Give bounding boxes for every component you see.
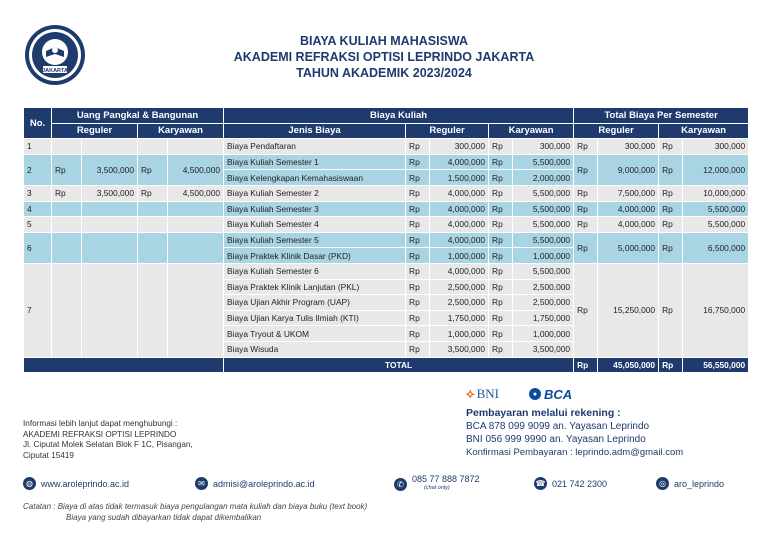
uang-karyawan-value — [168, 201, 224, 217]
fee-reguler-value: 1,000,000 — [430, 248, 489, 264]
header-no: No. — [24, 108, 52, 139]
contact-whatsapp[interactable] — [394, 475, 480, 493]
fee-karyawan-currency: Rp — [489, 185, 513, 201]
fee-reguler-value: 1,000,000 — [430, 326, 489, 342]
total-karyawan-value: 16,750,000 — [683, 263, 749, 357]
email-text: admisi@aroleprindo.ac.id — [213, 478, 315, 489]
table-row — [24, 139, 749, 155]
total-reguler-currency: Rp — [574, 154, 598, 185]
total-karyawan-currency: Rp — [659, 185, 683, 201]
fee-karyawan-currency: Rp — [489, 263, 513, 279]
uang-karyawan-currency — [138, 263, 168, 357]
payment-bca: BCA 878 099 9099 an. Yayasan Leprindo — [466, 421, 650, 432]
fee-reguler-value: 300,000 — [430, 139, 489, 155]
uang-karyawan-currency — [138, 201, 168, 217]
total-karyawan-value: 6,500,000 — [683, 232, 749, 263]
total-reguler-value: 9,000,000 — [598, 154, 659, 185]
fee-reguler-currency: Rp — [406, 279, 430, 295]
row-number: 4 — [24, 201, 52, 217]
fee-reguler-value: 2,500,000 — [430, 279, 489, 295]
fee-reguler-value: 4,000,000 — [430, 263, 489, 279]
fee-type: Biaya Pendaftaran — [224, 139, 406, 155]
fee-reguler-value: 4,000,000 — [430, 201, 489, 217]
total-karyawan-value: 300,000 — [683, 139, 749, 155]
fee-reguler-value: 4,000,000 — [430, 154, 489, 170]
total-karyawan-currency: Rp — [659, 139, 683, 155]
fee-type: Biaya Kuliah Semester 4 — [224, 217, 406, 233]
contact-instagram[interactable] — [656, 477, 724, 490]
uang-reguler-value — [82, 217, 138, 233]
whatsapp-text: 085 77 888 7872 — [412, 474, 480, 484]
uang-karyawan-value: 4,500,000 — [168, 185, 224, 201]
total-karyawan: 56,550,000 — [683, 357, 749, 373]
total-karyawan-currency: Rp — [659, 232, 683, 263]
row-number: 2 — [24, 154, 52, 185]
fee-type: Biaya Kuliah Semester 2 — [224, 185, 406, 201]
contact-address — [23, 419, 193, 461]
fee-karyawan-value: 1,000,000 — [513, 326, 574, 342]
payment-heading: Pembayaran melalui rekening : — [466, 407, 621, 419]
fee-type: Biaya Kuliah Semester 1 — [224, 154, 406, 170]
mail-icon: ✉ — [195, 477, 208, 490]
title-line-2: AKADEMI REFRAKSI OPTISI LEPRINDO JAKARTA — [233, 50, 535, 64]
fee-karyawan-value: 5,500,000 — [513, 154, 574, 170]
note-line-2: Biaya yang sudah dibayarkan tidak dapat dikembalikan — [66, 513, 262, 522]
row-number: 3 — [24, 185, 52, 201]
total-karyawan-value: 5,500,000 — [683, 201, 749, 217]
total-reguler-currency: Rp — [574, 217, 598, 233]
uang-reguler-value — [82, 263, 138, 357]
fee-reguler-currency: Rp — [406, 326, 430, 342]
academy-logo — [24, 24, 86, 86]
total-karyawan-currency: Rp — [659, 217, 683, 233]
bank-logos — [466, 386, 572, 402]
fee-reguler-value: 4,000,000 — [430, 185, 489, 201]
total-karyawan-currency: Rp — [659, 154, 683, 185]
fee-reguler-value: 4,000,000 — [430, 217, 489, 233]
fee-reguler-currency: Rp — [406, 139, 430, 155]
uang-reguler-value — [82, 201, 138, 217]
header-jenis-biaya: Jenis Biaya — [224, 123, 406, 139]
row-number: 7 — [24, 263, 52, 357]
uang-reguler-value — [82, 232, 138, 263]
fee-karyawan-currency: Rp — [489, 201, 513, 217]
row-number: 6 — [24, 232, 52, 263]
uang-karyawan-currency: Rp — [138, 185, 168, 201]
table-row — [24, 154, 749, 170]
fee-reguler-currency: Rp — [406, 201, 430, 217]
header-uang-karyawan: Karyawan — [138, 123, 224, 139]
payment-bni: BNI 056 999 9990 an. Yayasan Leprindo — [466, 434, 646, 445]
total-label: TOTAL — [224, 357, 574, 373]
fee-type: Biaya Praktek Klinik Lanjutan (PKL) — [224, 279, 406, 295]
uang-karyawan-value — [168, 139, 224, 155]
total-karyawan-value: 5,500,000 — [683, 217, 749, 233]
uang-karyawan-currency — [138, 139, 168, 155]
uang-karyawan-currency: Rp — [138, 154, 168, 185]
fee-karyawan-value: 5,500,000 — [513, 232, 574, 248]
bni-logo — [466, 386, 499, 402]
fee-karyawan-currency: Rp — [489, 232, 513, 248]
phone-icon: ☎ — [535, 479, 546, 488]
fee-reguler-value: 4,000,000 — [430, 232, 489, 248]
whatsapp-icon: ✆ — [394, 478, 407, 491]
fee-type: Biaya Tryout & UKOM — [224, 326, 406, 342]
fee-karyawan-value: 1,000,000 — [513, 248, 574, 264]
total-row — [24, 357, 749, 373]
total-karyawan-currency: Rp — [659, 263, 683, 357]
fee-type: Biaya Wisuda — [224, 341, 406, 357]
uang-reguler-value: 3,500,000 — [82, 154, 138, 185]
fee-karyawan-value: 2,500,000 — [513, 295, 574, 311]
header-total-reguler: Reguler — [574, 123, 659, 139]
fee-reguler-currency: Rp — [406, 232, 430, 248]
contact-bar — [0, 475, 768, 495]
uang-reguler-currency — [52, 217, 82, 233]
total-reguler-value: 4,000,000 — [598, 201, 659, 217]
uang-reguler-currency — [52, 263, 82, 357]
fee-type: Biaya Kuliah Semester 6 — [224, 263, 406, 279]
total-reg-currency: Rp — [574, 357, 598, 373]
total-reguler-currency: Rp — [574, 185, 598, 201]
table-row — [24, 185, 749, 201]
note-line-1: Catatan : Biaya di atas tidak termasuk biaya pengulangan mata kuliah dan biaya buku (text book) — [23, 502, 368, 511]
fee-karyawan-value: 2,000,000 — [513, 170, 574, 186]
header-uang-pangkal: Uang Pangkal & Bangunan — [52, 108, 224, 124]
fee-type: Biaya Ujian Akhir Program (UAP) — [224, 295, 406, 311]
fee-reguler-value: 3,500,000 — [430, 341, 489, 357]
total-reguler-value: 300,000 — [598, 139, 659, 155]
page-title — [150, 33, 618, 81]
payment-info — [466, 407, 683, 459]
fee-karyawan-currency: Rp — [489, 326, 513, 342]
fee-reguler-currency: Rp — [406, 185, 430, 201]
footnote — [23, 501, 367, 523]
fee-karyawan-value: 5,500,000 — [513, 217, 574, 233]
total-karyawan-currency: Rp — [659, 201, 683, 217]
fee-reguler-currency: Rp — [406, 263, 430, 279]
fee-karyawan-value: 5,500,000 — [513, 263, 574, 279]
total-reguler-value: 4,000,000 — [598, 217, 659, 233]
fee-reguler-currency: Rp — [406, 310, 430, 326]
fee-reguler-currency: Rp — [406, 341, 430, 357]
total-reguler-currency: Rp — [574, 139, 598, 155]
row-number: 1 — [24, 139, 52, 155]
fee-karyawan-currency: Rp — [489, 217, 513, 233]
total-karyawan-value: 12,000,000 — [683, 154, 749, 185]
contact-website[interactable] — [23, 477, 129, 490]
uang-karyawan-value — [168, 263, 224, 357]
fee-type: Biaya Kuliah Semester 3 — [224, 201, 406, 217]
uang-reguler-currency — [52, 232, 82, 263]
fee-karyawan-value: 2,500,000 — [513, 279, 574, 295]
uang-reguler-value: 3,500,000 — [82, 185, 138, 201]
header-total-biaya: Total Biaya Per Semester — [574, 108, 749, 124]
total-reguler: 45,050,000 — [598, 357, 659, 373]
info-line-2: AKADEMI REFRAKSI OPTISI LEPRINDO — [23, 429, 177, 439]
payment-konfirmasi: Konfirmasi Pembayaran : leprindo.adm@gmail.com — [466, 447, 684, 458]
bca-mark-icon: ● — [529, 388, 541, 400]
fee-reguler-value: 1,500,000 — [430, 170, 489, 186]
total-reguler-currency: Rp — [574, 263, 598, 357]
bni-label: BNI — [476, 386, 499, 401]
total-reguler-value: 5,000,000 — [598, 232, 659, 263]
table-row — [24, 263, 749, 279]
total-reguler-value: 15,250,000 — [598, 263, 659, 357]
table-row — [24, 201, 749, 217]
uang-reguler-currency — [52, 201, 82, 217]
title-line-3: TAHUN AKADEMIK 2023/2024 — [296, 66, 472, 80]
header-biaya-reguler: Reguler — [406, 123, 489, 139]
fee-karyawan-currency: Rp — [489, 295, 513, 311]
fee-table — [23, 107, 749, 373]
uang-reguler-value — [82, 139, 138, 155]
total-reguler-value: 7,500,000 — [598, 185, 659, 201]
contact-phone[interactable] — [534, 477, 607, 490]
fee-karyawan-value: 5,500,000 — [513, 185, 574, 201]
fee-karyawan-currency: Rp — [489, 341, 513, 357]
header-biaya-kuliah: Biaya Kuliah — [224, 108, 574, 124]
fee-reguler-currency: Rp — [406, 248, 430, 264]
uang-reguler-currency: Rp — [52, 154, 82, 185]
header-total-karyawan: Karyawan — [659, 123, 749, 139]
fee-reguler-currency: Rp — [406, 217, 430, 233]
table-row — [24, 217, 749, 233]
whatsapp-note: (chat only) — [424, 485, 450, 491]
fee-reguler-currency: Rp — [406, 170, 430, 186]
fee-karyawan-value: 300,000 — [513, 139, 574, 155]
table-row — [24, 232, 749, 248]
phone-text: 021 742 2300 — [552, 478, 608, 489]
fee-reguler-value: 1,750,000 — [430, 310, 489, 326]
uang-karyawan-currency — [138, 217, 168, 233]
fee-karyawan-value: 3,500,000 — [513, 341, 574, 357]
header-biaya-karyawan: Karyawan — [489, 123, 574, 139]
uang-karyawan-value — [168, 232, 224, 263]
uang-reguler-currency — [52, 139, 82, 155]
fee-karyawan-currency: Rp — [489, 154, 513, 170]
uang-karyawan-value: 4,500,000 — [168, 154, 224, 185]
fee-reguler-value: 2,500,000 — [430, 295, 489, 311]
globe-icon: ◍ — [23, 477, 36, 490]
fee-karyawan-currency: Rp — [489, 248, 513, 264]
fee-type: Biaya Kuliah Semester 5 — [224, 232, 406, 248]
fee-karyawan-currency: Rp — [489, 279, 513, 295]
total-kar-currency: Rp — [659, 357, 683, 373]
fee-type: Biaya Kelengkapan Kemahasiswaan — [224, 170, 406, 186]
fee-karyawan-value: 5,500,000 — [513, 201, 574, 217]
uang-reguler-currency: Rp — [52, 185, 82, 201]
logo-text: JAKARTA — [42, 68, 68, 74]
info-line-3: Jl. Ciputat Molek Selatan Blok F 1C, Pisangan, — [23, 440, 193, 449]
fee-karyawan-currency: Rp — [489, 170, 513, 186]
total-reguler-currency: Rp — [574, 232, 598, 263]
contact-email[interactable] — [195, 477, 315, 490]
bca-label: BCA — [543, 386, 573, 402]
row-number: 5 — [24, 217, 52, 233]
fee-karyawan-currency: Rp — [489, 310, 513, 326]
total-karyawan-value: 10,000,000 — [683, 185, 749, 201]
uang-karyawan-currency — [138, 232, 168, 263]
instagram-text: aro_leprindo — [674, 478, 725, 489]
fee-karyawan-value: 1,750,000 — [513, 310, 574, 326]
fee-reguler-currency: Rp — [406, 295, 430, 311]
header-uang-reguler: Reguler — [52, 123, 138, 139]
fee-reguler-currency: Rp — [406, 154, 430, 170]
total-reguler-currency: Rp — [574, 201, 598, 217]
uang-karyawan-value — [168, 217, 224, 233]
bni-mark-icon: ⟡ — [466, 386, 475, 401]
instagram-icon: ◎ — [656, 477, 669, 490]
bca-logo — [529, 387, 572, 402]
title-line-1: BIAYA KULIAH MAHASISWA — [299, 34, 469, 48]
fee-type: Biaya Ujian Karya Tulis Ilmiah (KTI) — [224, 310, 406, 326]
info-line-4: Ciputat 15419 — [23, 450, 74, 460]
website-text: www.aroleprindo.ac.id — [41, 478, 130, 489]
fee-type: Biaya Praktek Klinik Dasar (PKD) — [224, 248, 406, 264]
info-line-1: Informasi lebih lanjut dapat menghubungi : — [23, 419, 178, 428]
fee-karyawan-currency: Rp — [489, 139, 513, 155]
